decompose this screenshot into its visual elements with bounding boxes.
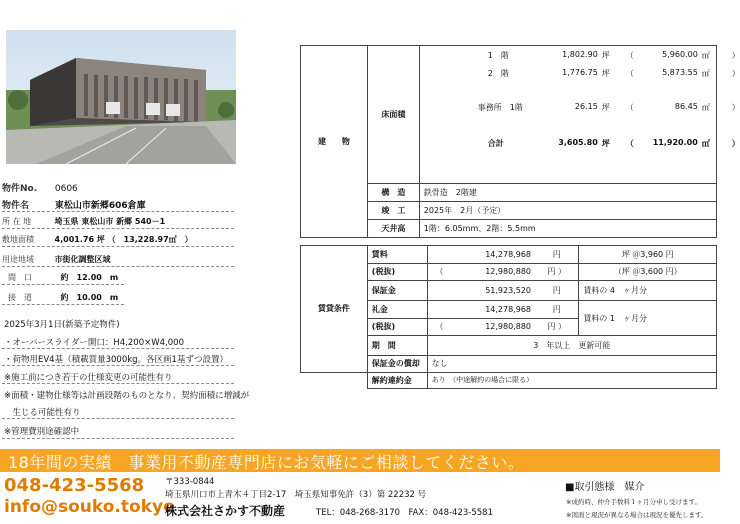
zoning-label: 用途地域 xyxy=(2,255,34,264)
sqm-unit: ㎡ xyxy=(701,139,710,148)
note-line: ・荷物用EV4基（積載質量3000kg。各区画1基ずつ設置） xyxy=(4,355,228,365)
rent-tax-excluded-value: 12,980,880 xyxy=(451,263,535,281)
note-line: 2025年3月1日(新築予定物件) xyxy=(4,320,120,330)
key-money-tax-excluded-label: (税抜) xyxy=(367,318,427,336)
divider xyxy=(2,348,234,349)
term-label: 期 間 xyxy=(367,336,427,356)
completion-label: 竣 工 xyxy=(367,202,419,220)
paren-close: ） xyxy=(731,103,740,112)
zoning-value: 市街化調整区域 xyxy=(54,255,111,264)
floor-area-label: 床面積 xyxy=(367,46,419,184)
divider xyxy=(2,365,234,366)
total-sqm: 11,920.00 xyxy=(652,138,698,147)
completion-value: 2025年 2月（予定） xyxy=(419,202,716,220)
deposit-label: 保証金 xyxy=(367,281,427,301)
postal-code: 〒333-0844 xyxy=(165,477,215,487)
site-area-label: 敷地面積 xyxy=(2,235,34,244)
rent-label: 賃料 xyxy=(367,246,427,264)
ceiling-label: 天井高 xyxy=(367,220,419,238)
deposit-amortization-value: なし xyxy=(427,356,716,372)
footer-banner xyxy=(0,449,720,472)
floor-sqm: 5,960.00 xyxy=(662,50,698,59)
disclaimer-drawing: ※図面と現況が異なる場合は現況を優先します。 xyxy=(566,511,708,519)
key-money-months: 賃料の 1 ヶ月分 xyxy=(579,301,717,336)
tsubo-unit: 坪 xyxy=(601,139,610,148)
road-row xyxy=(2,292,118,303)
property-name-label: 物件名 xyxy=(2,201,30,211)
floor-label: 事務所 1階 xyxy=(477,103,523,112)
structure-value: 鉄骨造 2階建 xyxy=(419,184,716,202)
location-label: 所 在 地 xyxy=(2,217,32,226)
note-line: ※管理費別途確認中 xyxy=(4,427,80,437)
company-name: 株式会社さかす不動産 xyxy=(165,504,286,518)
note-line: ※面積・建物仕様等は計画段階のものとなり、契約面積に増減が xyxy=(4,391,250,401)
lease-table xyxy=(300,245,717,389)
rent-tax-excluded-label: (税抜) xyxy=(367,263,427,281)
email-link[interactable]: info@souko.tokyo xyxy=(4,497,175,517)
deposit-amortization-label: 保証金の償却 xyxy=(367,356,427,372)
property-number-row xyxy=(2,181,78,194)
note-line: 生じる可能性有り xyxy=(4,408,81,418)
paren-open: （ xyxy=(625,103,634,112)
total-label: 合計 xyxy=(487,139,504,148)
paren-close: ） xyxy=(731,69,740,78)
frontage-label: 間 口 xyxy=(8,273,32,282)
floor-tsubo: 1,776.75 xyxy=(562,68,598,77)
note-line: ・オーバースライダー開口：H4,200×W4,000 xyxy=(4,338,184,348)
frontage-value: 約 12.00 m xyxy=(60,273,119,282)
paren-open: （ xyxy=(427,318,451,336)
site-area-value: 4,001.76 坪 （ 13,228.97㎡ ） xyxy=(54,235,193,244)
sqm-unit: ㎡ xyxy=(701,51,710,60)
phone-number-link[interactable]: 048-423-5568 xyxy=(4,475,145,496)
property-number-value: 0606 xyxy=(54,184,78,194)
yen-paren-close: 円 ） xyxy=(535,318,579,336)
divider xyxy=(2,304,124,305)
tsubo-unit: 坪 xyxy=(601,69,610,78)
blank-cell xyxy=(427,281,451,301)
term-value: 3 年以上 更新可能 xyxy=(427,336,716,356)
key-money-value: 14,278,968 xyxy=(451,301,535,319)
cancellation-penalty-label: 解約違約金 xyxy=(367,372,427,388)
company-contact: TEL：048-268-3170 FAX：048-423-5581 xyxy=(316,508,493,518)
rent-tax-excluded-per-tsubo: （坪 ＠3,600 円） xyxy=(579,263,717,281)
cancellation-penalty-value: あり （中途解約の場合に限る） xyxy=(427,372,716,388)
floor-label: 1 階 xyxy=(487,51,509,60)
lease-section-label: 賃貸条件 xyxy=(301,246,368,373)
location-value: 埼玉県 東松山市 新郷 540－1 xyxy=(54,217,166,226)
blank-cell xyxy=(427,301,451,319)
paren-close: ） xyxy=(731,139,740,148)
note-line: ※施工前につき若干の仕様変更の可能性有り xyxy=(4,373,173,383)
site-area-row xyxy=(2,234,193,245)
building-table xyxy=(300,45,740,238)
divider xyxy=(2,418,234,419)
floor-tsubo: 26.15 xyxy=(574,102,598,111)
divider xyxy=(2,284,124,285)
floor-area-cell xyxy=(419,46,740,184)
paren-open: （ xyxy=(625,139,634,148)
paren-open: （ xyxy=(625,51,634,60)
floor-label: 2 階 xyxy=(487,69,509,78)
sqm-unit: ㎡ xyxy=(701,69,710,78)
divider xyxy=(2,228,234,229)
ceiling-value: 1階：6.05mm、2階：5.5mm xyxy=(419,220,716,238)
divider xyxy=(2,211,234,212)
floor-tsubo: 1,802.90 xyxy=(562,50,598,59)
key-money-tax-excluded-value: 12,980,880 xyxy=(451,318,535,336)
deposit-value: 51,923,520 xyxy=(451,281,535,301)
key-money-label: 礼金 xyxy=(367,301,427,319)
disclaimer-fee: ※成約時、仲介手数料１ヶ月分申し受けます。 xyxy=(566,498,701,506)
yen-unit: 円 xyxy=(535,301,579,319)
divider xyxy=(2,246,234,247)
rent-per-tsubo: 坪 ＠3,960 円 xyxy=(579,246,717,264)
paren-open: （ xyxy=(427,263,451,281)
warehouse-rendering-image xyxy=(6,30,236,164)
deposit-months: 賃料の 4 ヶ月分 xyxy=(579,281,717,301)
location-row xyxy=(2,216,165,227)
blank-cell xyxy=(301,372,368,388)
property-number-label: 物件No. xyxy=(2,184,38,194)
paren-close: ） xyxy=(731,51,740,60)
building-section-label: 建 物 xyxy=(301,46,368,238)
structure-label: 構 造 xyxy=(367,184,419,202)
company-address: 埼玉県川口市上青木４丁目2-17 埼玉県知事免許（3）第 22232 号 xyxy=(165,490,427,500)
road-value: 約 10.00 m xyxy=(60,293,119,302)
floor-sqm: 5,873.55 xyxy=(662,68,698,77)
blank-cell xyxy=(427,246,451,264)
yen-unit: 円 xyxy=(535,246,579,264)
yen-unit: 円 xyxy=(535,281,579,301)
floor-sqm: 86.45 xyxy=(674,102,698,111)
divider xyxy=(2,438,234,439)
divider xyxy=(2,266,234,267)
zoning-row xyxy=(2,254,111,265)
rent-value: 14,278,968 xyxy=(451,246,535,264)
road-label: 接 道 xyxy=(8,293,32,302)
property-name-value: 東松山市新郷606倉庫 xyxy=(54,201,146,211)
yen-paren-close: 円 ） xyxy=(535,263,579,281)
frontage-row xyxy=(2,272,118,283)
total-tsubo: 3,605.80 xyxy=(558,138,598,147)
property-name-row xyxy=(2,198,146,211)
tsubo-unit: 坪 xyxy=(601,51,610,60)
transaction-type: ■取引態様 媒介 xyxy=(565,482,645,493)
tsubo-unit: 坪 xyxy=(601,103,610,112)
sqm-unit: ㎡ xyxy=(701,103,710,112)
paren-open: （ xyxy=(625,69,634,78)
footer-banner-text: 18年間の実績 事業用不動産専門店にお気軽にご相談してください。 xyxy=(8,453,525,472)
divider xyxy=(2,383,234,384)
